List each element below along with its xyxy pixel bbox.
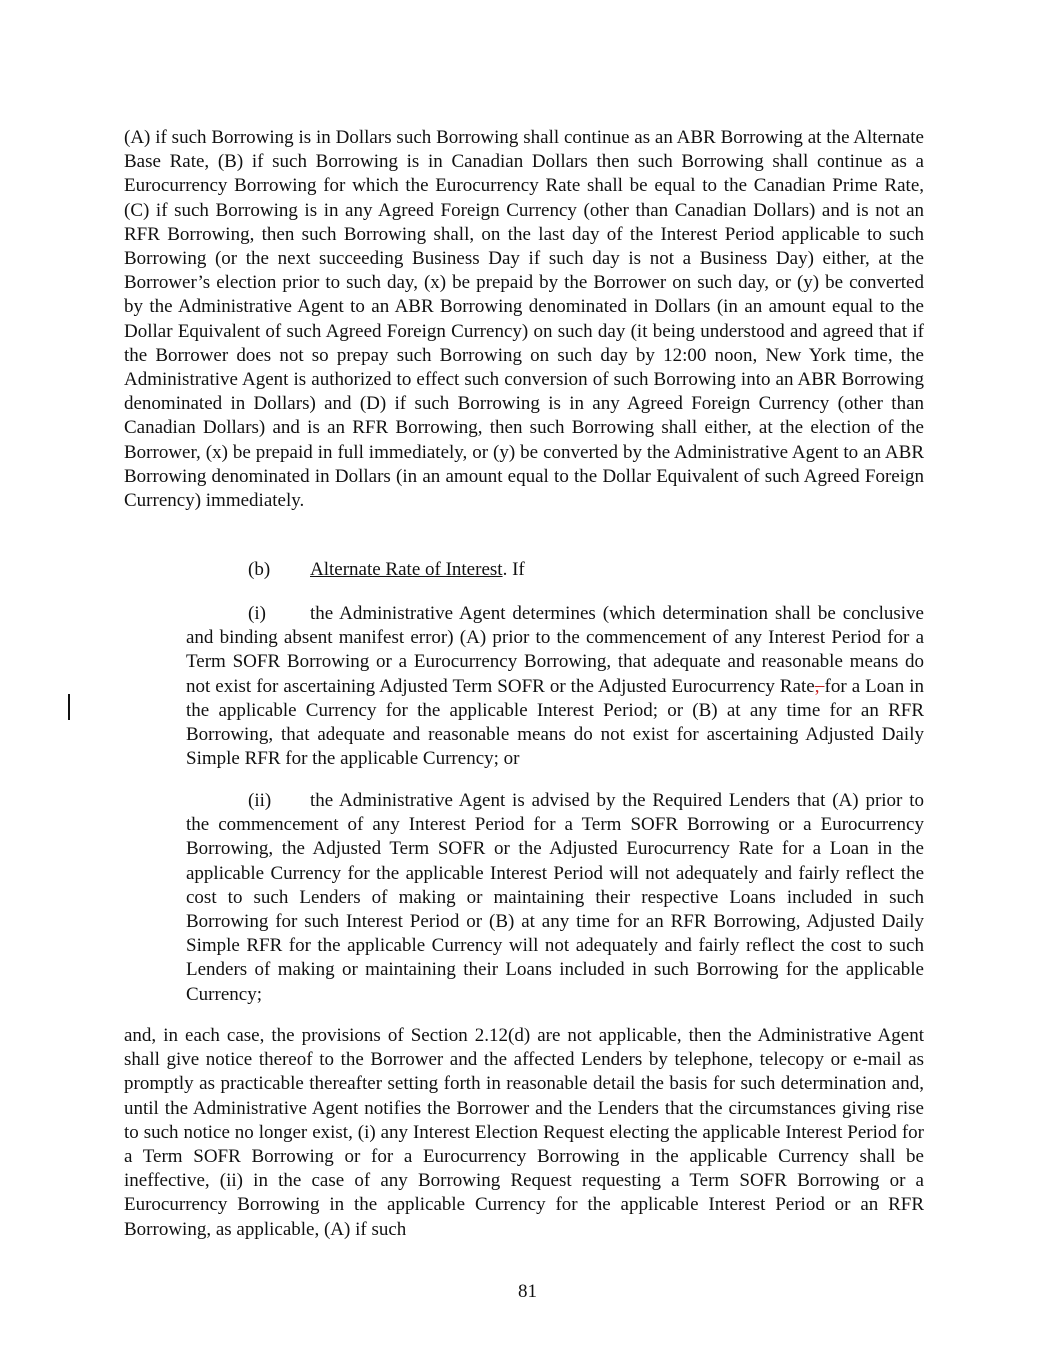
clause-i-text-after: for a Loan in the applicable Currency for the applicable Interest Period; or (B) at any time for an RFR Borrowing, that adequate and reasonable means do not exist for ascertaining Adjusted Daily Simple RFR for the applicable Currency; or (186, 675, 924, 770)
page-number: 81 (518, 1281, 537, 1302)
section-b-heading (248, 558, 525, 582)
clause-i-text-before: the Administrative Agent determines (which determination shall be conclusive and binding absent manifest error) (A) prior to the commencement of any Interest Period for a Term SOFR Borrowing or a Eurocurrency Borrowing, that adequate and reasonable means do not exist for ascertaining Adjusted Term SOFR or the Adjusted Eurocurrency Rate (186, 603, 924, 697)
closing-paragraph: and, in each case, the provisions of Section 2.12(d) are not applicable, then the Administrative Agent shall give notice thereof to the Borrower and the affected Lenders by telephone, telecopy or e-mail as promptly as practicable thereafter setting forth in reasonable detail the basis for such determination and, until the Administrative Agent notifies the Borrower and the Lenders that the circumstances giving rise to such notice no longer exist, (i) any Interest Election Request electing the applicable Interest Period for a Term SOFR Borrowing or for a Eurocurrency Borrowing in the applicable Currency shall be ineffective, (ii) in the case of any Borrowing Request requesting a Term SOFR Borrowing or a Eurocurrency Borrowing in the applicable Currency for the applicable Interest Period or an RFR Borrowing, as applicable, (A) if such (124, 1025, 924, 1240)
clause-ii-number: (ii) (248, 790, 272, 811)
change-bar (68, 694, 70, 720)
section-b-title: Alternate Rate of Interest (310, 559, 503, 580)
clause-i-number: (i) (248, 603, 266, 624)
opening-paragraph: (A) if such Borrowing is in Dollars such Borrowing shall continue as an ABR Borrowing at the Alternate Base Rate, (B) if such Borrowing is in Canadian Dollars then such Borrowing shall continue as a Eurocurrency Borrowing for which the Eurocurrency Rate shall be equal to the Canadian Prime Rate, (C) if such Borrowing is in any Agreed Foreign Currency (other than Canadian Dollars) and is not an RFR Borrowing, then such Borrowing shall, on the last day of the Interest Period applicable to such Borrowing (or the next succeeding Business Day if such day is not a Business Day) either, at the Borrower’s election prior to such day, (x) be prepaid by the Borrower on such day, or (y) be converted by the Administrative Agent to an ABR Borrowing denominated in Dollars (in an amount equal to the Dollar Equivalent of such Agreed Foreign Currency) on such day (it being understood and agreed that if the Borrower does not so prepay such Borrowing on such day by 12:00 noon, New York time, the Administrative Agent is authorized to effect such conversion of such Borrowing into an ABR Borrowing denominated in Dollars) and (D) if such Borrowing is in any Agreed Foreign Currency (other than Canadian Dollars) and is an RFR Borrowing, then such Borrowing shall either, at the election of the Borrower, (x) be prepaid in full immediately, or (y) be converted by the Administrative Agent to an ABR Borrowing denominated in Dollars (in an amount equal to the Dollar Equivalent of such Agreed Foreign Currency) immediately. (124, 127, 924, 512)
section-b-suffix: . If (502, 559, 525, 580)
redline-deletion: , (814, 675, 825, 697)
clause-i (186, 602, 924, 771)
clause-ii-text: the Administrative Agent is advised by the Required Lenders that (A) prior to the commencement of any Interest Period for a Term SOFR Borrowing or a Eurocurrency Borrowing, the Adjusted Term SOFR or the Adjusted Eurocurrency Rate for a Loan in the applicable Currency for the applicable Interest Period will not adequately and fairly reflect the cost to such Lenders of making or maintaining their respective Loans included in such Borrowing for such Interest Period or (B) at any time for an RFR Borrowing, Adjusted Daily Simple RFR for the applicable Currency will not adequately and fairly reflect the cost to such Lenders of making or maintaining their Loans included in such Borrowing for the applicable Currency; (186, 790, 924, 1005)
section-b-number: (b) (248, 559, 271, 580)
clause-ii (186, 789, 924, 1007)
